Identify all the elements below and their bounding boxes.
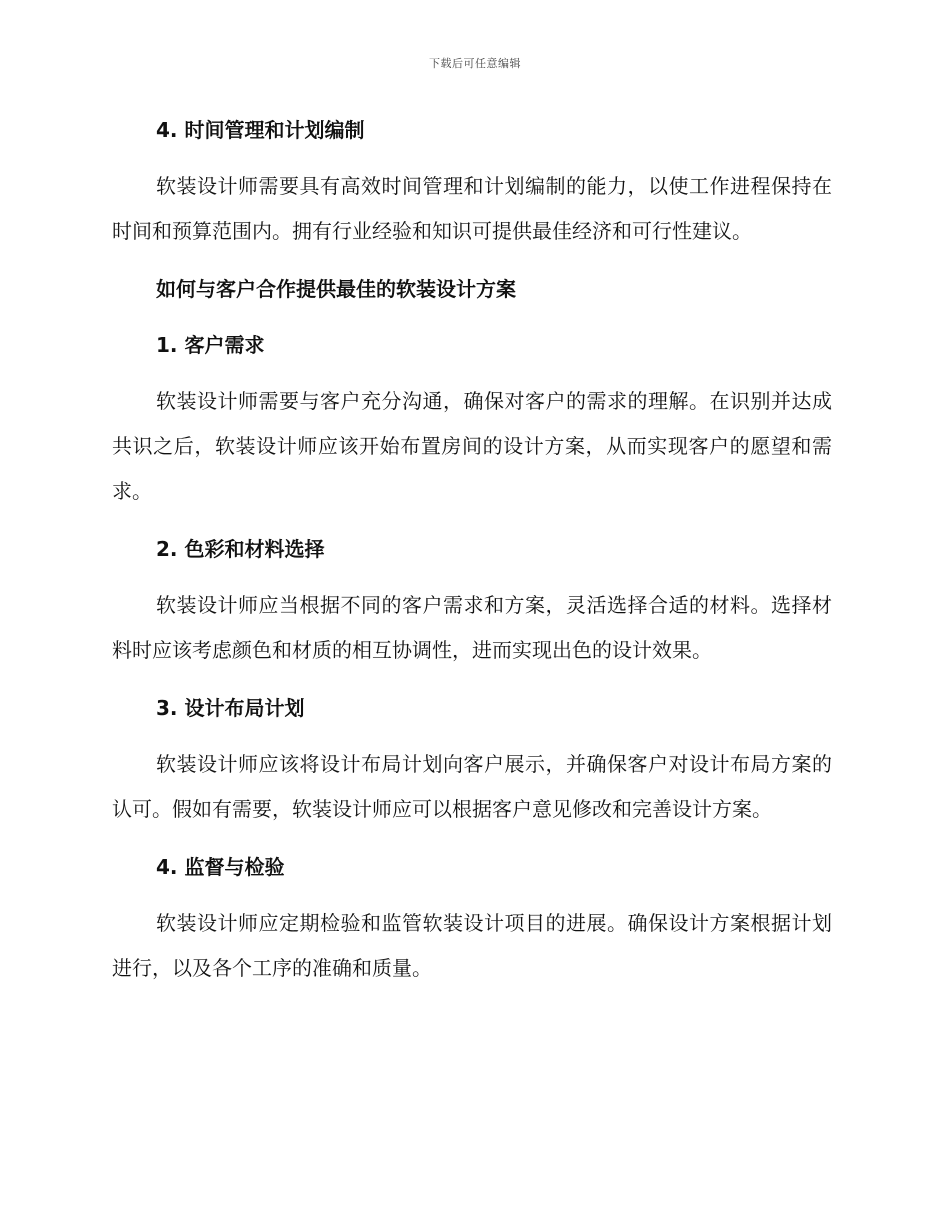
section-paragraph-color-material: 软装设计师应当根据不同的客户需求和方案，灵活选择合适的材料。选择材料时应该考虑颜色和材质的相互协调性，进而实现出色的设计效果。 [112, 593, 832, 662]
document-body [112, 108, 832, 991]
section-heading-time-management: 4. 时间管理和计划编制 [156, 118, 365, 142]
section-heading-supervision: 4. 监督与检验 [156, 855, 285, 879]
section-heading-client-needs: 1. 客户需求 [156, 333, 265, 357]
section-heading-layout-plan: 3. 设计布局计划 [156, 696, 305, 720]
section-paragraph-client-needs: 软装设计师需要与客户充分沟通，确保对客户的需求的理解。在识别并达成共识之后，软装设计师应该开始布置房间的设计方案，从而实现客户的愿望和需求。 [112, 389, 832, 503]
section-paragraph-time-management: 软装设计师需要具有高效时间管理和计划编制的能力，以使工作进程保持在时间和预算范围内。拥有行业经验和知识可提供最佳经济和可行性建议。 [112, 174, 832, 243]
section-paragraph-supervision: 软装设计师应定期检验和监管软装设计项目的进展。确保设计方案根据计划进行，以及各个工序的准确和质量。 [112, 911, 832, 980]
section-heading-client-cooperation: 如何与客户合作提供最佳的软装设计方案 [156, 277, 516, 301]
section-heading-color-material: 2. 色彩和材料选择 [156, 537, 325, 561]
section-paragraph-layout-plan: 软装设计师应该将设计布局计划向客户展示，并确保客户对设计布局方案的认可。假如有需要，软装设计师应可以根据客户意见修改和完善设计方案。 [112, 752, 832, 821]
page-header: 下载后可任意编辑 [429, 57, 521, 70]
